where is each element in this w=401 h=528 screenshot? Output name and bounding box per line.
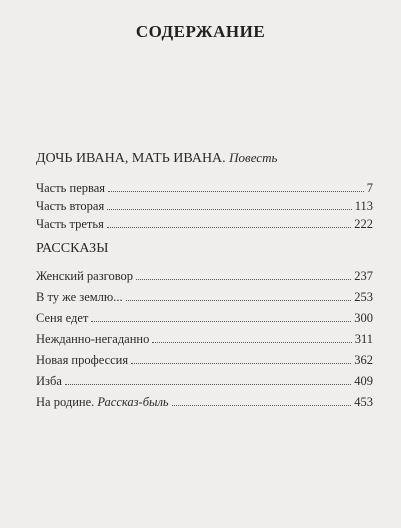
- dot-leader: [152, 342, 351, 343]
- toc-entry-title: Нежданно-негаданно: [36, 331, 150, 346]
- dot-leader: [172, 405, 352, 406]
- section-heading-stories: [36, 241, 108, 257]
- toc-entry-title-main: На родине.: [36, 394, 95, 409]
- toc-entry-page: 453: [354, 394, 373, 409]
- page-title: СОДЕРЖАНИЕ: [135, 22, 266, 41]
- toc-entry-page: 222: [354, 216, 373, 231]
- toc-entry-page: 113: [354, 198, 373, 213]
- toc-entry[interactable]: [36, 212, 373, 230]
- toc-entry-title: Новая профессия: [36, 352, 129, 367]
- dot-leader: [108, 191, 364, 192]
- section-heading-text: РАССКАЗЫ: [36, 241, 109, 256]
- toc-entry[interactable]: [36, 369, 373, 387]
- toc-entry[interactable]: [36, 390, 373, 408]
- toc-entry-page: 362: [354, 352, 373, 367]
- toc-entry-title: В ту же землю...: [36, 289, 123, 304]
- dot-leader: [126, 300, 352, 301]
- section-heading-novella: [36, 150, 277, 167]
- dot-leader: [136, 279, 351, 280]
- toc-entry[interactable]: [36, 176, 373, 194]
- toc-entry[interactable]: [36, 348, 373, 366]
- toc-entry-page: 7: [366, 180, 373, 195]
- section-heading-text: ДОЧЬ ИВАНА, МАТЬ ИВАНА.: [36, 151, 226, 166]
- toc-entry-title: Сеня едет: [36, 310, 89, 325]
- toc-entry[interactable]: [36, 264, 373, 282]
- toc-entry-title: Часть первая: [36, 180, 106, 195]
- toc-entry-title: Женский разговор: [36, 268, 134, 283]
- toc-entry[interactable]: [36, 306, 373, 324]
- toc-entry-title: Изба: [36, 373, 62, 388]
- toc-entry-page: 253: [354, 289, 373, 304]
- toc-entry-title: Часть вторая: [36, 198, 105, 213]
- dot-leader: [107, 227, 351, 228]
- toc-entry-title-subtitle: Рассказ-быль: [97, 394, 169, 409]
- toc-entry-title: [36, 396, 169, 409]
- toc-entry[interactable]: [36, 327, 373, 345]
- toc-entry-page: 237: [354, 268, 373, 283]
- toc-entry-title: Часть третья: [36, 216, 104, 231]
- toc-entry[interactable]: [36, 194, 373, 212]
- dot-leader: [107, 209, 352, 210]
- section-heading-subtitle: Повесть: [229, 150, 278, 165]
- dot-leader: [91, 321, 351, 322]
- toc-entry[interactable]: [36, 285, 373, 303]
- dot-leader: [65, 384, 351, 385]
- toc-entry-page: 300: [354, 310, 373, 325]
- toc-entry-page: 409: [354, 373, 373, 388]
- dot-leader: [131, 363, 351, 364]
- toc-entry-page: 311: [354, 331, 373, 346]
